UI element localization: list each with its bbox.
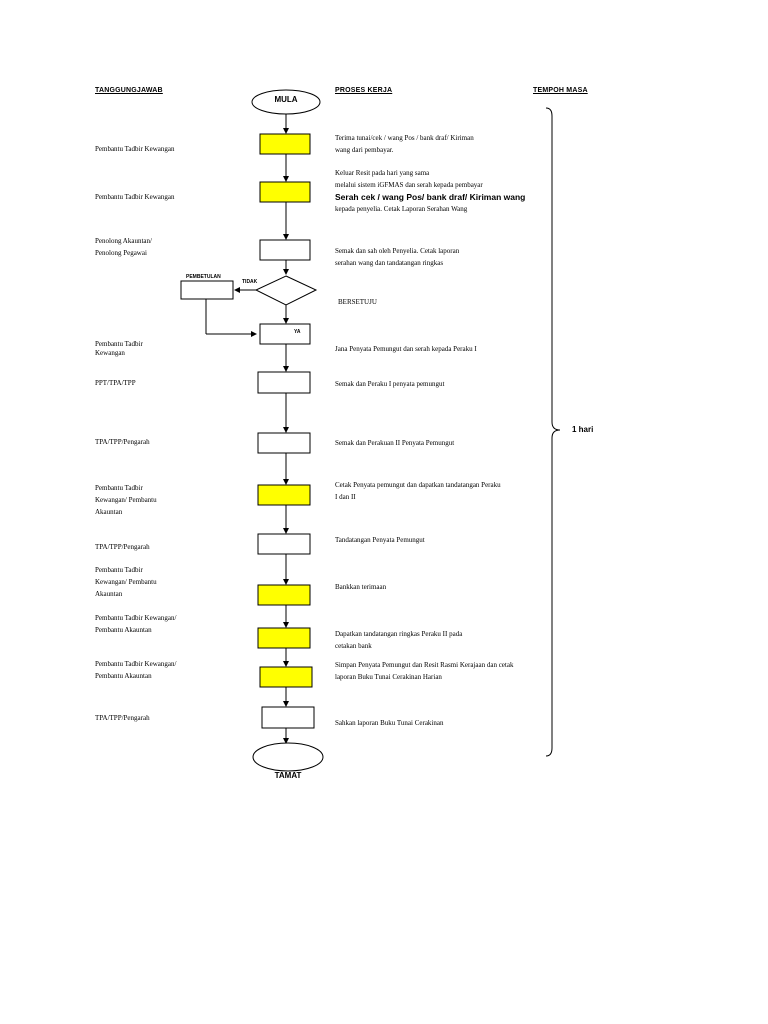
process-text-1: Terima tunai/cek / wang Pos / bank draf/ Kiriman wang dari pembayar.: [335, 134, 474, 154]
role-8: TPA/TPP/Pengarah: [95, 543, 150, 551]
process-text-2: Keluar Resit pada hari yang sama melalui sistem iGFMAS dan serah kepada pembayar Serah cek / wang Pos/ bank draf/ Kiriman wang kepada penyelia. Cetak Laporan Serahan Wang: [335, 169, 526, 213]
role-1: Pembantu Tadbir Kewangan: [95, 145, 175, 153]
process-text-7: Cetak Penyata pemungut dan dapatkan tandatangan Peraku I dan II: [335, 481, 501, 501]
process-box-6: [258, 433, 310, 453]
process-text-5: Semak dan Peraku I penyata pemungut: [335, 380, 445, 388]
correction-label: PEMBETULAN: [186, 274, 221, 280]
process-box-3: [260, 240, 310, 260]
duration-value: 1 hari: [572, 425, 594, 434]
process-text-4: Jana Penyata Pemungut dan serah kepada Peraku I: [335, 345, 477, 353]
process-box-10: [258, 628, 310, 648]
role-7: Pembantu Tadbir Kewangan/ Pembantu Akauntan: [95, 484, 157, 516]
process-box-11: [260, 667, 312, 687]
process-text-3: Semak dan sah oleh Penyelia. Cetak laporan serahan wang dan tandatangan ringkas: [335, 247, 460, 267]
process-text-6: Semak dan Perakuan II Penyata Pemungut: [335, 439, 455, 447]
process-box-5: [258, 372, 310, 393]
process-box-4: [260, 324, 310, 344]
role-12: TPA/TPP/Pengarah: [95, 714, 150, 722]
role-11: Pembantu Tadbir Kewangan/ Pembantu Akauntan: [95, 660, 177, 680]
header-process: PROSES KERJA: [335, 87, 393, 94]
process-box-9: [258, 585, 310, 605]
end-terminal: [253, 743, 323, 771]
role-10: Pembantu Tadbir Kewangan/ Pembantu Akauntan: [95, 614, 177, 634]
header-responsible: TANGGUNGJAWAB: [95, 87, 163, 94]
process-box-1: [260, 134, 310, 154]
no-label: TIDAK: [242, 279, 258, 285]
role-6: TPA/TPP/Pengarah: [95, 438, 150, 446]
approved-text: BERSETUJU: [338, 298, 377, 306]
process-text-12: Sahkan laporan Buku Tunai Cerakinan: [335, 719, 444, 727]
process-text-8: Tandatangan Penyata Pemungut: [335, 536, 425, 544]
end-label: TAMAT: [274, 771, 302, 780]
role-5: PPT/TPA/TPP: [95, 379, 136, 387]
process-box-8: [258, 534, 310, 554]
process-text-9: Bankkan terimaan: [335, 583, 387, 591]
role-9: Pembantu Tadbir Kewangan/ Pembantu Akauntan: [95, 566, 157, 598]
start-label: MULA: [274, 95, 298, 104]
decision-diamond: [256, 276, 316, 305]
process-box-7: [258, 485, 310, 505]
header-duration: TEMPOH MASA: [533, 87, 588, 94]
process-box-2: [260, 182, 310, 202]
process-text-11: Simpan Penyata Pemungut dan Resit Rasmi Kerajaan dan cetak laporan Buku Tunai Cerakinan Harian: [335, 661, 514, 681]
role-3: Penolong Akauntan/ Penolong Pegawai: [95, 237, 152, 257]
correction-box: [181, 281, 233, 299]
process-text-10: Dapatkan tandatangan ringkas Peraku II pada cetakan bank: [335, 630, 463, 650]
yes-label: YA: [294, 329, 301, 335]
role-2: Pembantu Tadbir Kewangan: [95, 193, 175, 201]
process-box-12: [262, 707, 314, 728]
role-4: Pembantu Tadbir Kewangan: [95, 340, 143, 357]
